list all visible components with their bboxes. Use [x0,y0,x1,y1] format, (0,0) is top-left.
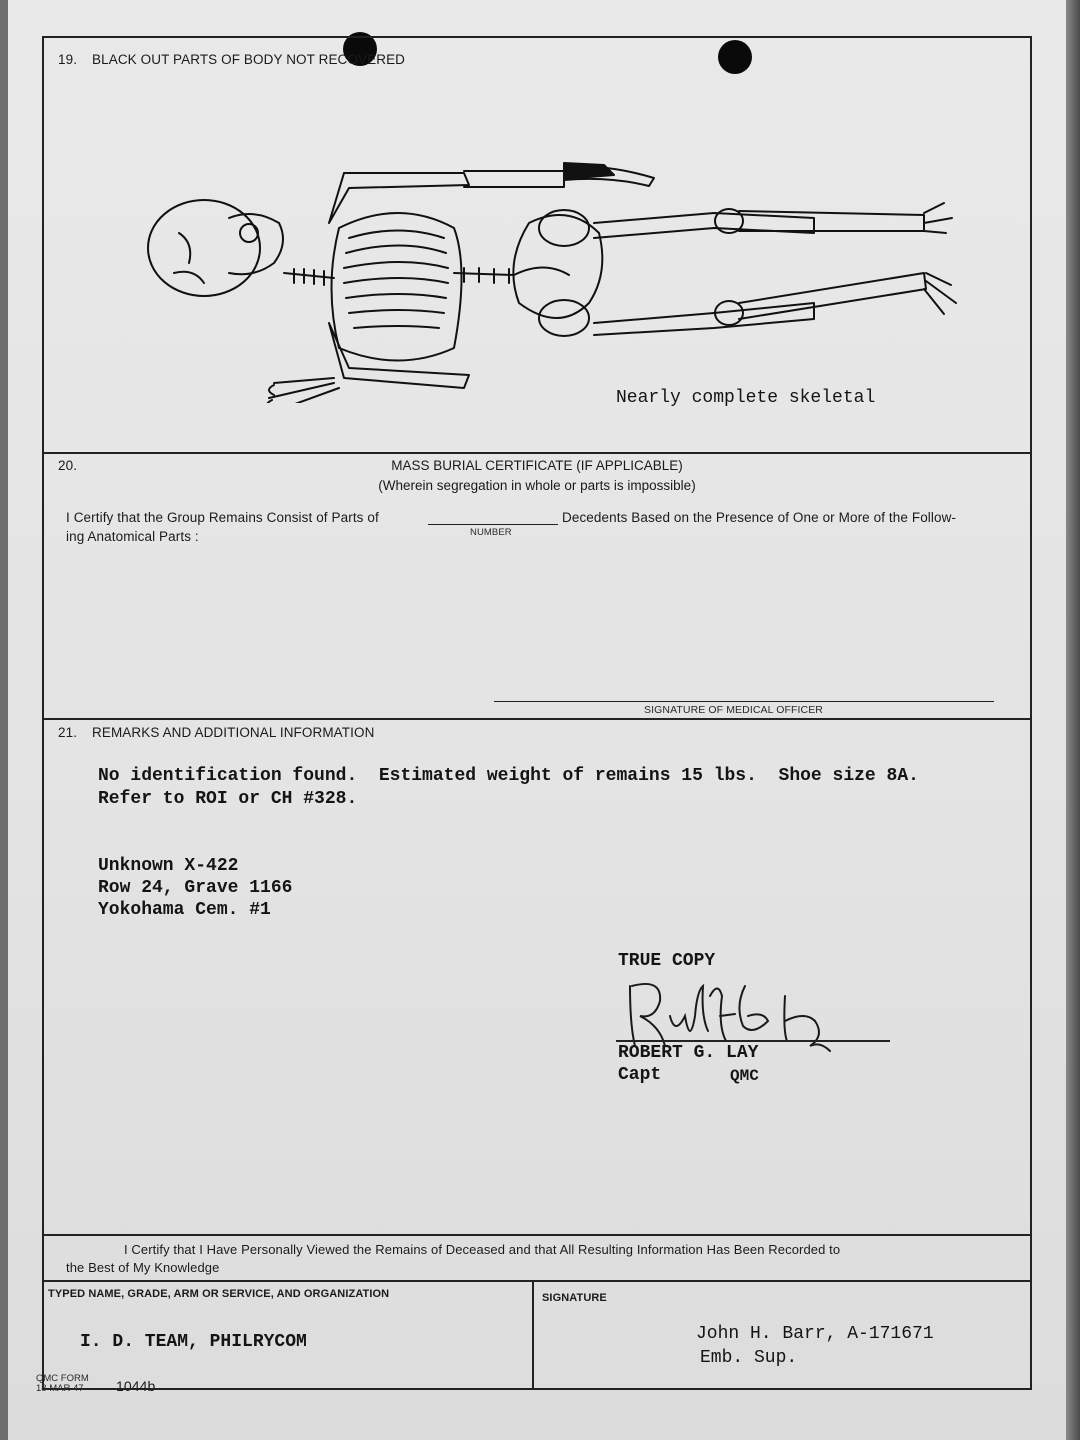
signature-value-line-1: John H. Barr, A-171671 [696,1324,934,1344]
signature-label: SIGNATURE [542,1292,607,1304]
certification-line-1: I Certify that I Have Personally Viewed the Remains of Deceased and that All Resulting Information Has Been Recorded to [124,1242,841,1257]
form-frame [42,36,1032,1390]
certification-line-2: the Best of My Knowledge [66,1260,220,1275]
section-21-title: REMARKS AND ADDITIONAL INFORMATION [92,725,375,740]
row-grave: Row 24, Grave 1166 [98,878,293,898]
signer-rank: Capt [618,1065,662,1085]
true-copy-signature-line [616,1040,890,1042]
remarks-line-1: No identification found. Estimated weight of remains 15 lbs. Shoe size 8A. [98,766,919,786]
number-blank [428,524,558,525]
skeleton-diagram [134,123,964,403]
section-divider-21-cert [44,1234,1030,1236]
typed-name-label: TYPED NAME, GRADE, ARM OR SERVICE, AND ORGANIZATION [48,1288,390,1300]
certify-line-2: ing Anatomical Parts : [66,529,199,544]
true-copy-label: TRUE COPY [618,951,716,971]
typed-name-value: I. D. TEAM, PHILRYCOM [80,1332,307,1352]
form-id-line-1: QMC FORM [36,1373,89,1384]
section-19-number: 19. [58,52,78,67]
section-divider-20-21 [44,718,1030,720]
signature-value-line-2: Emb. Sup. [700,1348,798,1368]
section-19-title: BLACK OUT PARTS OF BODY NOT RECOVERED [92,52,406,67]
section-20-subtitle: (Wherein segregation in whole or parts is impossible) [378,478,696,493]
section-divider-cert-bottom [44,1280,1030,1282]
scanner-edge [1066,0,1080,1440]
form-page [8,0,1066,1440]
remarks-line-2: Refer to ROI or CH #328. [98,789,358,809]
certify-prefix: I Certify that the Group Remains Consist of Parts of [66,510,379,525]
medical-officer-signature-line [494,701,994,702]
medical-officer-caption: SIGNATURE OF MEDICAL OFFICER [644,704,823,716]
bottom-column-divider [532,1280,534,1388]
unknown-id: Unknown X-422 [98,856,239,876]
form-id-line-2: 18 MAR 47 [36,1383,84,1394]
section-19-note: Nearly complete skeletal [616,388,876,408]
form-id-number: 1044b [116,1378,156,1394]
cemetery: Yokohama Cem. #1 [98,900,271,920]
section-divider-19-20 [44,452,1030,454]
number-caption: NUMBER [470,527,512,538]
section-21-number: 21. [58,725,78,740]
signer-branch: QMC [730,1067,759,1085]
signer-name: ROBERT G. LAY [618,1043,759,1063]
certify-suffix: Decedents Based on the Presence of One or More of the Follow- [562,510,957,525]
section-20-title: MASS BURIAL CERTIFICATE (IF APPLICABLE) [391,458,683,473]
section-20-number: 20. [58,458,78,473]
